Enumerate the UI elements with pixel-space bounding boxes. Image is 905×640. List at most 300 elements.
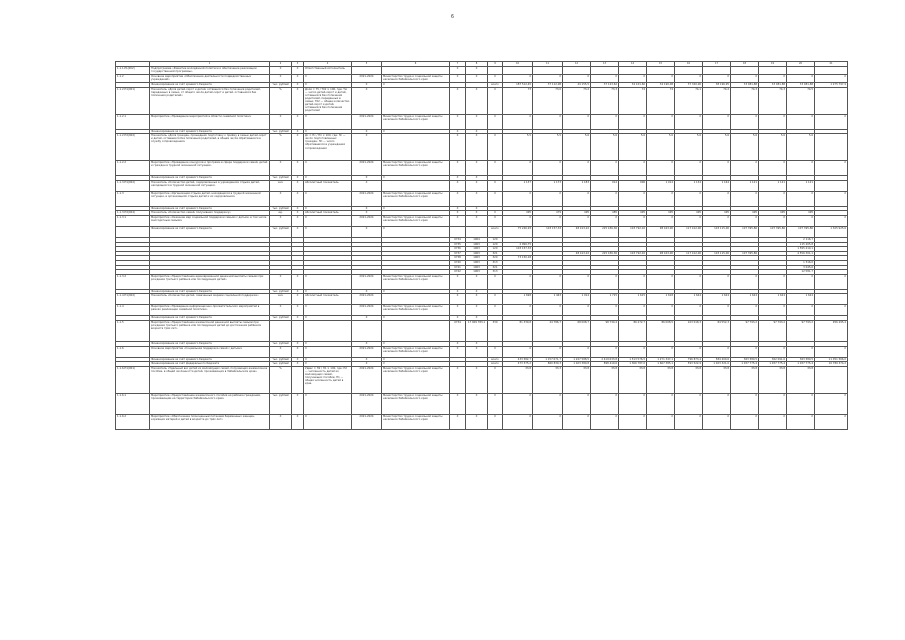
row-code: 1.1.3.1 [116,215,150,226]
row-value: Х [591,414,619,429]
row-executor: Х [382,316,450,321]
breakdown-value: 73 150,18 [503,256,533,261]
row-period: Х [352,362,382,367]
row-value: 1 615 [619,294,647,305]
row-value: Х [466,129,488,134]
row-value: 1 624 [787,294,815,305]
row-name: Финансирование за счёт краевого бюджета [150,226,270,237]
row-value: Х [466,289,488,294]
row-value: Х [675,305,703,316]
row-value: Х [675,191,703,206]
row-value: Х [787,161,815,176]
row-code [116,226,150,237]
breakdown-value: 12 581,7 [787,270,815,275]
row-executor: Х [382,129,450,134]
breakdown-value: 0742 [450,270,466,275]
row-value: Х [450,180,466,191]
row-name: Финансирование за счёт краевого бюджета [150,206,270,211]
column-number-cell: 9 [488,62,503,67]
row-value: Х [466,161,488,176]
row-value: Х [563,215,591,226]
column-number-cell: 12 [563,62,591,67]
row-period: 2021-2024 [352,346,382,357]
column-number-cell: 1 [150,62,270,67]
row-executor [382,87,450,114]
breakdown-value: 117 412,00 [675,251,703,256]
row-executor: Министерство труда и социальной защиты населения Забайкальского края [382,191,450,206]
row-unit: чел. [270,294,292,305]
row-period: 2021-2024 [352,274,382,289]
row-executor: Министерство труда и социальной защиты населения Забайкальского края [382,75,450,83]
row-value: 1 366 787,0 [619,362,647,367]
row-value: 1 157 671,7 [533,357,563,362]
row-value: 5,6 [563,134,591,161]
breakdown-value: 120 [488,247,503,252]
row-value: Х [450,294,466,305]
row-name: Мероприятие «Организация отдыха детей, находящихся в трудной жизненной ситуации, в организациях отдыха детей и их оздоровления» [150,191,270,206]
row-calc-method: Абсолютный показатель [304,180,352,191]
row-value: 1 247 588,5 [563,357,591,362]
row-period: 2021-2024 [352,114,382,129]
row-unit: чел. [270,180,292,191]
row-value [815,366,848,393]
row-period: 2021-2024 [352,393,382,414]
row-value: Х [488,305,503,316]
row-value: Х [815,305,848,316]
row-calc-method: Абсолютный показатель [304,294,352,305]
row-value: 33,8 [675,366,703,393]
row-calc-method: Х [304,341,352,346]
row-value: Х [703,414,731,429]
row-value: 75 246,93 [503,226,533,237]
column-number-cell: 10 [503,62,533,67]
row-value: Х [759,75,787,83]
row-value: Х [731,393,759,414]
row-value [466,226,488,237]
table-row [116,114,848,129]
row-value: Х [466,87,488,114]
row-value: 1 513 576,5 [619,357,647,362]
row-executor [382,67,450,75]
row-value: 584 200,6 [703,357,731,362]
table-row [116,134,848,161]
row-weight: Х [292,191,304,206]
table-row [116,366,848,393]
row-value: Х [450,129,466,134]
row-value: Х [466,341,488,346]
row-unit: Х [270,215,292,226]
row-value: Х [703,114,731,129]
breakdown-value: 0738 [450,256,466,261]
row-value: всего [488,226,503,237]
row-name: Финансирование за счёт краевого бюджета [150,357,270,362]
row-value: Х [815,75,848,83]
row-value: 73,3 [591,87,619,114]
row-value: Х [450,67,466,75]
row-value: Х [703,75,731,83]
breakdown-value: 0741 [450,265,466,270]
row-value: Х [759,161,787,176]
row-value: 81 339,8 [503,320,533,341]
row-value: 38 196,95 [703,83,731,88]
row-value: Х [533,393,563,414]
column-number-cell: 6 [382,62,450,67]
row-name: Мероприятие «Предоставление ежемесячного пособия на ребёнка гражданам, проживающим на территории Забайкальского края» [150,393,270,414]
row-value: Х [503,393,533,414]
row-value: 187 512,45 [503,83,533,88]
row-value: Х [703,215,731,226]
row-period: Х [352,83,382,88]
row-executor [382,294,450,305]
row-value: Х [450,316,466,321]
row-period: 2021-2024 [352,305,382,316]
row-value: Х [647,114,675,129]
column-number-cell: 17 [703,62,731,67]
row-value: 37 123,62 [591,83,619,88]
column-number-cell: 3 [292,62,304,67]
row-value: 98 730,4 [591,320,619,341]
row-period [352,67,382,75]
row-value: 1 715 [591,294,619,305]
row-value: 1 624 [731,294,759,305]
row-value: 495 [675,211,703,216]
row-value: Х [466,67,488,75]
row-value: Х [787,274,815,289]
row-weight: Х [292,83,304,88]
row-value: 74,3 [731,87,759,114]
row-value: Х [675,414,703,429]
row-value: 5,6 [703,134,731,161]
row-name: Финансирование за счёт краевого бюджета [150,176,270,181]
row-value: Х [759,191,787,206]
row-unit [270,320,292,341]
row-value: 5,6 [731,134,759,161]
row-value: Х [619,114,647,129]
row-value: Х [503,114,533,129]
row-value: Х [731,191,759,206]
row-value: Х [563,274,591,289]
row-name: Основное мероприятие «Социальная поддержка семей с детьми» [150,346,270,357]
row-calc-method: Х [304,129,352,134]
row-weight: Х [292,75,304,83]
breakdown-value: 2 096,75 [503,242,533,247]
row-value: 103 018,3 [675,320,703,341]
row-value: Х [466,274,488,289]
row-unit: Х [270,346,292,357]
breakdown-value: 3 045,6 [787,265,815,270]
row-value: 97 793,2 [759,320,787,341]
row-unit: тыс. рублей [270,289,292,294]
row-value: Х [815,161,848,176]
row-value: 1 121 [759,180,787,191]
row-value: Х [591,75,619,83]
row-value: 362 091,6 [759,357,787,362]
breakdown-value: 103 115,00 [703,251,731,256]
row-calc-method: Х [304,357,352,362]
row-period: Х [352,87,382,114]
row-value: Х [787,215,815,226]
row-name: Мероприятие «Обеспечение полноценным питанием беременных женщин, кормящих матерей и детей в возрасте до трёх лет» [150,414,270,429]
row-unit: тыс. рублей [270,357,292,362]
row-period: 2021-2024 [352,414,382,429]
row-value: Х [759,346,787,357]
breakdown-value: 1 316,0 [787,260,815,265]
row-code: 1.1.3 [116,191,150,206]
row-value: 5,6 [675,134,703,161]
column-number-cell: 18 [731,62,759,67]
row-value: Х [731,414,759,429]
table-row [116,414,848,429]
row-unit: % [270,134,292,161]
row-unit: тыс. рублей [270,83,292,88]
row-value: 473 375,2 [503,362,533,367]
row-value: Х [703,393,731,414]
row-value: 33,8 [563,366,591,393]
row-value: Х [675,161,703,176]
row-value: 11 051 566,0 [815,357,848,362]
row-value: 1 121 [731,180,759,191]
row-period: Х [352,134,382,161]
row-value: Х [450,366,466,393]
page-number: 6 [450,14,455,20]
row-value: 33 081,88 [787,83,815,88]
row-value: Х [466,75,488,83]
row-value: 1 173 [533,180,563,191]
row-value: Х [533,161,563,176]
breakdown-value: 0734 [450,237,466,242]
row-value: 33,8 [731,366,759,393]
row-value: Х [647,346,675,357]
column-number-cell: 14 [619,62,647,67]
row-value: 17 009 783,1 [466,320,488,341]
row-weight: Х [292,180,304,191]
row-value: Х [759,274,787,289]
row-value: 1 037 775,4 [759,362,787,367]
breakdown-value: 313 [488,260,503,265]
row-value: 5,6 [619,134,647,161]
row-value: 33,8 [619,366,647,393]
column-number-cell: 11 [533,62,563,67]
table-row [116,191,848,206]
row-unit: тыс. рублей [270,206,292,211]
row-value: Х [787,414,815,429]
row-unit: % [270,366,292,393]
row-value: Х [759,114,787,129]
row-executor: Х [382,176,450,181]
table-row [116,87,848,114]
row-value: 796 873,4 [675,357,703,362]
row-value: Х [488,294,503,305]
row-value [759,67,787,75]
row-value: Х [533,191,563,206]
row-value: Х [503,305,533,316]
row-value: 1 023 380,8 [563,362,591,367]
row-value: Х [815,274,848,289]
row-value: Х [815,114,848,129]
row-value [815,134,848,161]
row-name: Финансирование за счёт краевого бюджета [150,129,270,134]
row-value: 1 624 [759,294,787,305]
row-period: Х [352,180,382,191]
row-value: Х [533,274,563,289]
row-weight: Х [292,414,304,429]
row-executor: Министерство труда и социальной защиты населения Забайкальского края [382,274,450,289]
row-executor [382,320,450,341]
table-row [116,320,848,341]
row-code: 1.1.6 [116,346,150,357]
row-value: Х [703,161,731,176]
row-value: Х [466,294,488,305]
row-value: Х [503,161,533,176]
row-executor: Х [382,362,450,367]
column-number-cell: 5 [352,62,382,67]
row-unit: Х [270,67,292,75]
breakdown-value: 2 116,7 [787,237,815,242]
row-period: Х [352,289,382,294]
row-value: Х [563,414,591,429]
row-value: 495 [619,211,647,216]
row-value: Х [450,414,466,429]
row-value: 74 [647,87,675,114]
row-value: 363 580,5 [787,357,815,362]
column-number-cell: 21 [815,62,848,67]
row-calc-method: Х [304,393,352,414]
table-row [116,393,848,414]
row-value: Х [591,305,619,316]
program-table [115,61,848,430]
row-value: 906 [619,180,647,191]
row-value: Х [466,316,488,321]
row-unit: Х [270,75,292,83]
row-value: Х [619,274,647,289]
row-value [815,87,848,114]
row-value: Х [731,274,759,289]
row-value: 107 395,86 [759,226,787,237]
row-unit: Х [270,414,292,429]
row-value [815,180,848,191]
row-unit: ед. [270,211,292,216]
row-name: Показатель «Количество детей, оздоровленных в учреждениях отдыха детей, находящихся в трудной жизненной ситуации» [150,180,270,191]
row-value: 330 [488,320,503,341]
row-value: Х [466,211,488,216]
column-number-cell: 13 [591,62,619,67]
row-value: 33 081,88 [731,83,759,88]
row-period: Х [352,176,382,181]
row-calc-method: Х [304,305,352,316]
row-value: 495 [759,211,787,216]
row-value: Х [619,161,647,176]
row-value [563,67,591,75]
row-value: Х [703,274,731,289]
row-calc-method: Х [304,215,352,226]
row-value: Х [466,215,488,226]
row-value: Х [759,215,787,226]
row-value: 1 023 321,0 [703,362,731,367]
column-number-cell: 16 [675,62,703,67]
row-value: Х [591,161,619,176]
row-value: 86 008,5 [647,320,675,341]
row-name: Подпрограмма «Развитие молодёжной политики и обеспечение реализации государственной программы» [150,67,270,75]
row-value: 1 325 925,6 [815,226,848,237]
row-value: Х [787,393,815,414]
row-name: Финансирование за счёт краевого бюджета [150,316,270,321]
row-code: 1.1.3.2 [116,274,150,289]
row-weight: Х [292,294,304,305]
row-period: 2021-2024 [352,294,382,305]
row-code: 1.1.2.2 [116,161,150,176]
row-weight: Х [292,346,304,357]
row-value: 103 115,00 [703,226,731,237]
row-value: Х [503,346,533,357]
row-unit: % [270,87,292,114]
row-value: 1 121 [787,180,815,191]
row-value: Х [591,215,619,226]
row-value: Х [466,414,488,429]
row-executor: Х [382,357,450,362]
row-value: 1 271 347,1 [647,357,675,362]
row-value [533,67,563,75]
row-calc-method: Х [304,414,352,429]
row-name: Мероприятие «Проведение информационно-просветительских мероприятий в рамках реализации семейной политики» [150,305,270,316]
column-number-cell: 2 [270,62,292,67]
breakdown-value: 321 [488,265,503,270]
row-value: Х [488,414,503,429]
row-code: 1.1.2 [116,75,150,83]
row-value: Х [647,274,675,289]
row-calc-method: Х [304,289,352,294]
row-period: Х [352,341,382,346]
row-value: Х [619,75,647,83]
row-calc-method: Ответственный исполнитель [304,67,352,75]
row-unit: Х [270,191,292,206]
row-value: Х [563,114,591,129]
row-value: 10 789 374,2 [815,362,848,367]
row-value: Х [533,305,563,316]
row-value: Х [591,191,619,206]
row-value: Х [591,393,619,414]
row-value: Х [450,191,466,206]
row-value: 1 183 [563,180,591,191]
row-value: 225 436,36 [591,226,619,237]
breakdown-value: 1003 [466,247,488,252]
row-value: Х [533,75,563,83]
row-value: Х [647,191,675,206]
row-value: Х [787,191,815,206]
row-unit: тыс. рублей [270,341,292,346]
row-name: Показатель «Доля детей-сирот и детей, оставшихся без попечения родителей, переданных в семьи, от общего числа детей-сирот и детей, оставшихся без попечения родителей» [150,87,270,114]
row-value: Х [563,346,591,357]
row-calc-method: Дс = Пс / Пп × 100, где: Пс — число подготовленных граждан; Пп — число обратившихся в учреждения сопровождения [304,134,352,161]
row-value: Х [450,75,466,83]
breakdown-value: 1003 [466,260,488,265]
row-value: 5,6 [759,134,787,161]
breakdown-value: 1003 [466,251,488,256]
row-value: 1 137 [503,180,533,191]
row-value: Х [503,215,533,226]
row-value: Х [675,346,703,357]
row-weight: Х [292,114,304,129]
row-value [703,67,731,75]
row-value: 1 698 [503,294,533,305]
row-value: Х [703,305,731,316]
row-calc-method: Х [304,191,352,206]
row-executor: Министерство труда и социальной защиты населения Забайкальского края [382,305,450,316]
row-value: 1 914 [563,294,591,305]
row-value: Х [787,75,815,83]
row-value: Х [488,161,503,176]
row-value: Х [647,215,675,226]
row-value: 1 618 [647,294,675,305]
